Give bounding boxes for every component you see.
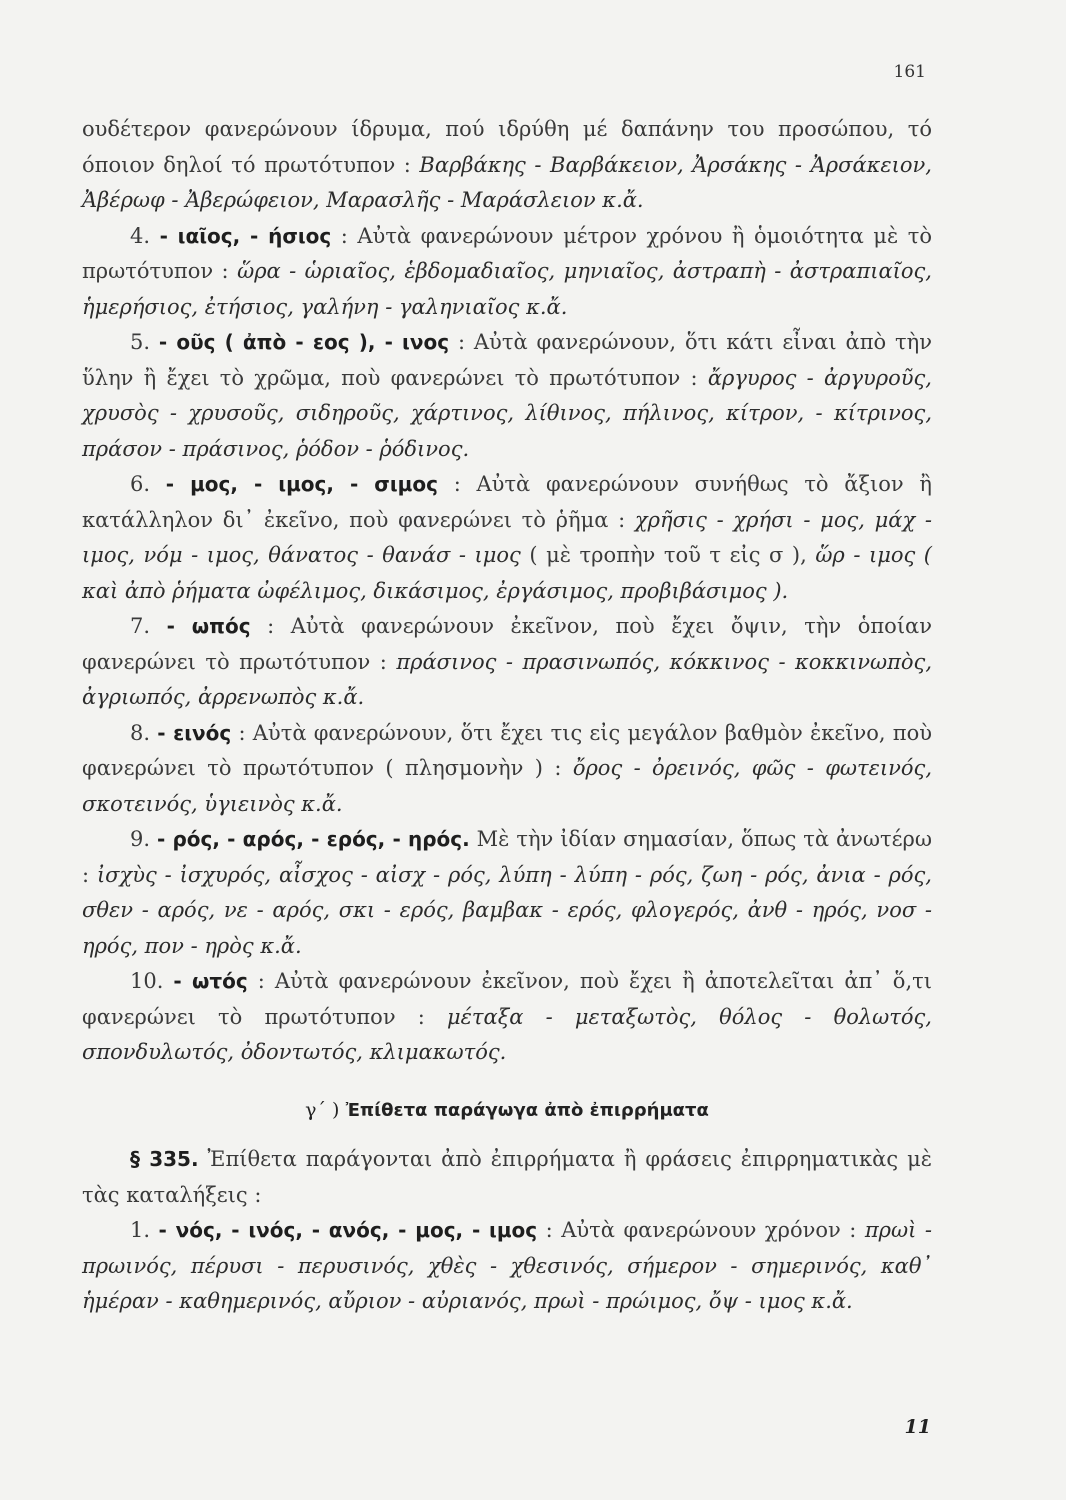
- section-title: Ἐπίθετα παράγωγα ἀπὸ ἐπιρρήματα: [345, 1099, 709, 1121]
- suffix-label: - εινός: [157, 720, 232, 745]
- intro-paragraph: ουδέτερον φανερώνουν ίδρυμα, πού ιδρύθη μέ δαπάνην του προσώπου, τό όποιον δηλοί τό πρωτότυπον : Βαρβάκης - Βαρβάκειον, Ἀρσάκης - Ἀρσάκειον, Ἀβέρωφ - Ἀβερώφειον, Μαρασλῆς - Μαράσλειον κ.ἄ.: [82, 117, 932, 212]
- examples: πράσινος - πρασινωπός, κόκκινος - κοκκινωπὸς, ἀγριωπός, ἀρρενωπὸς κ.ἄ.: [82, 649, 932, 709]
- item-6: 6. - μος, - ιμος, - σιμος : Αὐτὰ φανερώνουν συνήθως τὸ ἄξιον ἢ κατάλληλον δι᾽ ἐκεῖνο, ποὺ φανερώνει τὸ ῥῆμα : χρῆσις - χρήσι - μος, μάχ - ιμος, νόμ - ιμος, θάνατος - θανάσ - ιμος ( μὲ τροπὴν τοῦ τ εἰς σ ), ὥρ - ιμος ( καὶ ἀπὸ ῥήματα ὠφέλιμος, δικάσιμος, ἐργάσιμος, προβιβάσιμος ).: [82, 472, 932, 603]
- item-8: 8. - εινός : Αὐτὰ φανερώνουν, ὅτι ἔχει τις εἰς μεγάλον βαθμὸν ἐκεῖνο, ποὺ φανερώνει τὸ πρωτότυπον ( πλησμονὴν ) : ὄρος - ὀρεινός, φῶς - φωτεινός, σκοτεινός, ὑγιεινὸς κ.ἄ.: [82, 720, 932, 816]
- examples: ὄρος - ὀρεινός, φῶς - φωτεινός, σκοτεινός, ὑγιεινὸς κ.ἄ.: [82, 756, 932, 816]
- item-9: 9. - ρός, - αρός, - ερός, - ηρός. Μὲ τὴν ἰδίαν σημασίαν, ὅπως τὰ ἀνωτέρω : ἰσχὺς - ἰσχυρός, αἶσχος - αἰσχ - ρός, λύπη - λύπη - ρός, ζωη - ρός, ἀνια - ρός, σθεν - αρός, νε - αρός, σκι - ερός, βαμβακ - ερός, φλογερός, ἀνθ - ηρός, νοσ - ηρός, πον - ηρὸς κ.ἄ.: [82, 827, 933, 958]
- suffix-label: - ρός, - αρός, - ερός, - ηρός.: [156, 827, 470, 851]
- examples: πρωὶ - πρωινός, πέρυσι - περυσινός, χθὲς - χθεσινός, σήμερον - σημερινός, καθ᾽ ἡμέραν - καθημερινός, αὔριον - αὐριανός, πρωὶ - πρώιμος, ὄψ - ιμος κ.ἄ.: [82, 1218, 932, 1313]
- paragraph-number: § 335.: [130, 1147, 199, 1171]
- examples: χρῆσις - χρήσι - μος, μάχ - ιμος, νόμ - ιμος, θάνατος - θανάσ - ιμος: [82, 507, 932, 567]
- suffix-label: - μος, - ιμος, - σιμος: [165, 472, 438, 496]
- body-text: [82, 112, 932, 1320]
- paragraph-335: § 335. Ἐπίθετα παράγονται ἀπὸ ἐπιρρήματα ἢ φράσεις ἐπιρρηματικὰς μὲ τὰς καταλήξεις :: [82, 1147, 932, 1207]
- item-5: 5. - οῦς ( ἀπὸ - εος ), - ινος : Αὐτὰ φανερώνουν, ὅτι κάτι εἶναι ἀπὸ τὴν ὕλην ἢ ἔχει τὸ χρῶμα, ποὺ φανερώνει τὸ πρωτότυπον : ἄργυρος - ἀργυροῦς, χρυσὸς - χρυσοῦς, σιδηροῦς, χάρτινος, λίθινος, πήλινος, κίτρον, - κίτρινος, πράσον - πράσινος, ῥόδον - ῥόδινος.: [82, 330, 932, 461]
- suffix-label: - νός, - ινός, - ανός, - μος, - ιμος: [158, 1218, 538, 1242]
- suffix-label: - ωπός: [166, 614, 251, 638]
- item-4: 4. - ιαῖος, - ήσιος : Αὐτὰ φανερώνουν μέτρον χρόνου ἢ ὁμοιότητα μὲ τὸ πρωτότυπον : ὥρα - ὡριαῖος, ἑβδομαδιαῖος, μηνιαῖος, ἀστραπὴ - ἀστραπιαῖος, ἡμερήσιος, ἐτήσιος, γαλήνη - γαληνιαῖος κ.ἄ.: [82, 223, 932, 319]
- examples: ὥρα - ὡριαῖος, ἑβδομαδιαῖος, μηνιαῖος, ἀστραπὴ - ἀστραπιαῖος, ἡμερήσιος, ἐτήσιος, γαλήνη - γαληνιαῖος κ.ἄ.: [82, 259, 932, 319]
- page-number: 161: [893, 62, 926, 82]
- section-label: γ´ ): [305, 1098, 340, 1121]
- examples: ἄργυρος - ἀργυροῦς, χρυσὸς - χρυσοῦς, σιδηροῦς, χάρτινος, λίθινος, πήλινος, κίτρον, - κίτρινος, πράσον - πράσινος, ῥόδον - ῥόδινος.: [82, 365, 932, 461]
- suffix-label: - οῦς ( ἀπὸ - εος ), - ινος: [158, 330, 450, 354]
- suffix-label: - ωτός: [173, 969, 248, 993]
- note: ( μὲ τροπὴν τοῦ τ εἰς σ ),: [529, 543, 807, 567]
- examples: μέταξα - μεταξωτὸς, θόλος - θολωτός, σπονδυλωτός, ὀδοντωτός, κλιμακωτός.: [82, 1004, 932, 1064]
- examples: ὥρ - ιμος ( καὶ ἀπὸ ῥήματα ὠφέλιμος, δικάσιμος, ἐργάσιμος, προβιβάσιμος ).: [82, 543, 932, 603]
- item-7: 7. - ωπός : Αὐτὰ φανερώνουν ἐκεῖνον, ποὺ ἔχει ὄψιν, τὴν ὁποίαν φανερώνει τὸ πρωτότυπον : πράσινος - πρασινωπός, κόκκινος - κοκκινωπὸς, ἀγριωπός, ἀρρενωπὸς κ.ἄ.: [82, 614, 932, 709]
- suffix-label: - ιαῖος, - ήσιος: [159, 223, 332, 248]
- item-10: 10. - ωτός : Αὐτὰ φανερώνουν ἐκεῖνον, ποὺ ἔχει ἢ ἀποτελεῖται ἀπ᾽ ὅ,τι φανερώνει τὸ πρωτότυπον : μέταξα - μεταξωτὸς, θόλος - θολωτός, σπονδυλωτός, ὀδοντωτός, κλιμακωτός.: [82, 969, 932, 1064]
- examples: ἰσχὺς - ἰσχυρός, αἶσχος - αἰσχ - ρός, λύπη - λύπη - ρός, ζωη - ρός, ἀνια - ρός, σθεν - αρός, νε - αρός, σκι - ερός, βαμβακ - ερός, φλογερός, ἀνθ - ηρός, νοσ - ηρός, πον - ηρὸς κ.ἄ.: [82, 862, 932, 958]
- section-heading: [82, 1093, 932, 1129]
- intro-examples: Βαρβάκης - Βαρβάκειον, Ἀρσάκης - Ἀρσάκειον, Ἀβέρωφ - Ἀβερώφειον, Μαρασλῆς - Μαράσλειον κ.ἄ.: [82, 152, 932, 212]
- signature-mark: 11: [904, 1416, 931, 1438]
- item-1: 1. - νός, - ινός, - ανός, - μος, - ιμος : Αὐτὰ φανερώνουν χρόνον : πρωὶ - πρωινός, πέρυσι - περυσινός, χθὲς - χθεσινός, σήμερον - σημερινός, καθ᾽ ἡμέραν - καθημερινός, αὔριον - αὐριανός, πρωὶ - πρώιμος, ὄψ - ιμος κ.ἄ.: [82, 1218, 932, 1313]
